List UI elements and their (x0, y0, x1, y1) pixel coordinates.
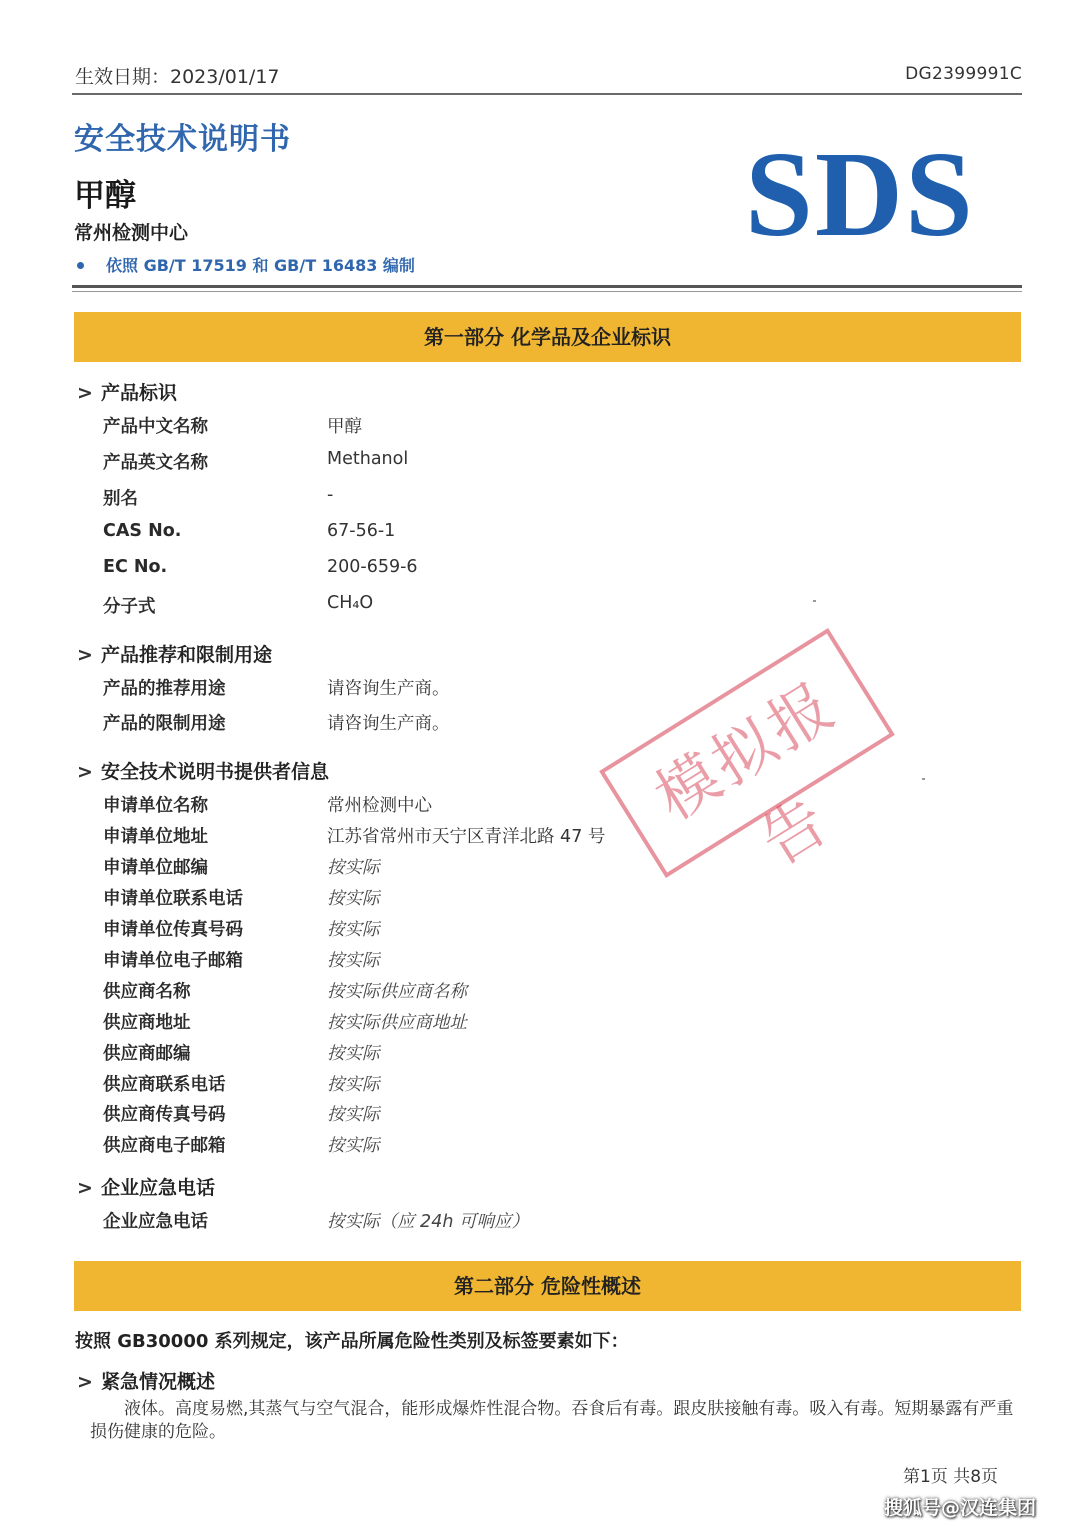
row-value: 67-56-1 (327, 521, 396, 541)
header-rule (72, 93, 1022, 95)
row-value: 按实际供应商名称 (327, 982, 467, 1002)
row-label: 企业应急电话 (103, 1212, 208, 1232)
row-label: 分子式 (103, 597, 156, 617)
row-label: 申请单位电子邮箱 (103, 951, 243, 971)
part2-heading: 第二部分 危险性概述 (74, 1261, 1021, 1311)
row-label: 供应商地址 (103, 1013, 191, 1033)
row-value: CH₄O (327, 593, 374, 613)
section-title: 产品标识 (101, 382, 178, 404)
section-product-id (77, 378, 177, 405)
chevron-right-icon: > (77, 382, 93, 404)
sds-logo: SDS (745, 127, 975, 262)
chevron-right-icon: > (77, 644, 93, 666)
chevron-right-icon: > (77, 1371, 93, 1393)
row-value: 甲醇 (327, 417, 362, 437)
emergency-overview-text: 液体。高度易燃,其蒸气与空气混合，能形成爆炸性混合物。吞食后有毒。跟皮肤接触有毒。吸入有毒。短期暴露有严重损伤健康的危险。 (90, 1399, 1014, 1442)
chevron-right-icon: > (77, 1177, 93, 1199)
section-title: 紧急情况概述 (101, 1371, 216, 1393)
row-value: 按实际 (327, 1136, 380, 1156)
section-supplier (77, 757, 329, 784)
section-title: 产品推荐和限制用途 (101, 644, 273, 666)
row-value: - (327, 485, 334, 505)
section-emergency-overview (77, 1367, 215, 1394)
part2-intro: 按照 GB30000 系列规定，该产品所属危险性类别及标签要素如下： (75, 1331, 629, 1352)
chevron-right-icon: > (77, 761, 93, 783)
row-label: 申请单位名称 (103, 796, 208, 816)
row-value: 江苏省常州市天宁区青洋北路 47 号 (327, 827, 606, 847)
effective-date: 生效日期：2023/01/17 (75, 66, 280, 88)
row-label: 申请单位联系电话 (103, 889, 243, 909)
row-label: 供应商名称 (103, 982, 191, 1002)
row-value: 200-659-6 (327, 557, 418, 577)
row-label: 供应商邮编 (103, 1044, 191, 1064)
divider-thick (72, 285, 1022, 288)
section-uses (77, 640, 272, 667)
section-title: 企业应急电话 (101, 1177, 216, 1199)
row-label: 供应商传真号码 (103, 1105, 226, 1125)
source-watermark: 搜狐号@汉连集团 (884, 1497, 1037, 1519)
row-label: 别名 (103, 489, 138, 509)
row-label: 申请单位传真号码 (103, 920, 243, 940)
row-value: 按实际 (327, 1044, 380, 1064)
product-name: 甲醇 (74, 178, 136, 214)
bullet-icon (77, 262, 84, 269)
stamp-text: 模拟报告 (642, 667, 849, 880)
row-label: 产品的推荐用途 (103, 679, 226, 699)
scan-speck (922, 778, 925, 780)
row-label: 申请单位地址 (103, 827, 208, 847)
document-title: 安全技术说明书 (74, 122, 291, 157)
document-id: DG2399991C (905, 64, 1022, 84)
row-value: 按实际 (327, 1075, 380, 1095)
row-value: 按实际 (327, 920, 380, 940)
row-label: EC No. (103, 557, 168, 577)
row-label: 产品中文名称 (103, 417, 208, 437)
row-label: 供应商电子邮箱 (103, 1136, 226, 1156)
page-number: 第1页 共8页 (903, 1467, 999, 1487)
issuer-name: 常州检测中心 (74, 222, 189, 244)
standard-note: 依照 GB/T 17519 和 GB/T 16483 编制 (106, 256, 415, 275)
row-value: 按实际 (327, 1105, 380, 1125)
row-value: 请咨询生产商。 (327, 679, 450, 699)
section-title: 安全技术说明书提供者信息 (101, 761, 330, 783)
scan-speck (813, 600, 816, 602)
row-label: 申请单位邮编 (103, 858, 208, 878)
simulated-report-stamp (599, 628, 895, 878)
row-label: CAS No. (103, 521, 182, 541)
section-emergency (77, 1173, 215, 1200)
row-label: 产品的限制用途 (103, 714, 226, 734)
row-value: 按实际 (327, 951, 380, 971)
row-value: Methanol (327, 449, 409, 469)
row-value: 常州检测中心 (327, 796, 432, 816)
divider-thin (72, 291, 1022, 292)
row-value: 按实际 (327, 889, 380, 909)
row-label: 产品英文名称 (103, 453, 208, 473)
part1-heading: 第一部分 化学品及企业标识 (74, 312, 1021, 362)
row-value: 按实际供应商地址 (327, 1013, 467, 1033)
row-value: 按实际（应 24h 可响应） (327, 1212, 529, 1232)
row-value: 请咨询生产商。 (327, 714, 450, 734)
row-label: 供应商联系电话 (103, 1075, 226, 1095)
row-value: 按实际 (327, 858, 380, 878)
